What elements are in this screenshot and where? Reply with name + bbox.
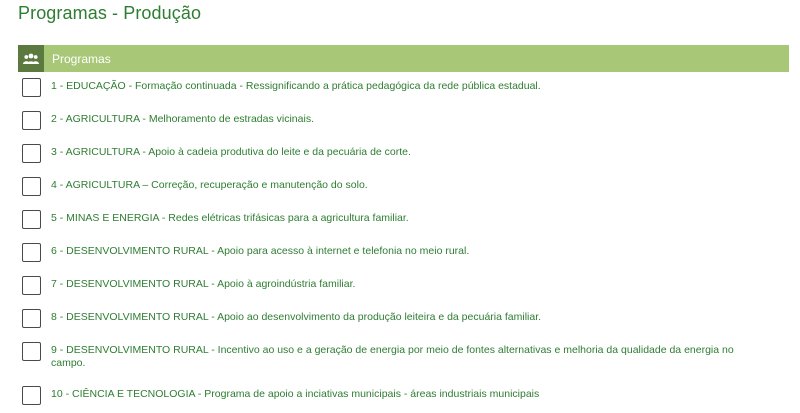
program-checkbox-3[interactable]: [22, 144, 41, 163]
program-checkbox-8[interactable]: [22, 309, 41, 328]
panel-header: [18, 45, 789, 72]
program-row-7[interactable]: [18, 270, 789, 303]
program-checkbox-4[interactable]: [22, 177, 41, 196]
program-row-8[interactable]: [18, 303, 789, 336]
program-label-9[interactable]: 9 - DESENVOLVIMENTO RURAL - Incentivo ao uso e a geração de energia por meio de fontes alternativas e melhoria da qualidade da energia no campo.: [51, 344, 734, 369]
program-row-3[interactable]: [18, 138, 789, 171]
program-label-2[interactable]: 2 - AGRICULTURA - Melhoramento de estradas vicinais.: [51, 113, 314, 125]
program-label-1[interactable]: 1 - EDUCAÇÃO - Formação continuada - Ressignificando a prática pedagógica da rede pública estadual.: [51, 80, 541, 92]
panel-header-label: Programas: [52, 51, 111, 66]
program-checkbox-5[interactable]: [22, 210, 41, 229]
program-label-5[interactable]: 5 - MINAS E ENERGIA - Redes elétricas trifásicas para a agricultura familiar.: [51, 212, 409, 224]
program-checkbox-10[interactable]: [22, 386, 41, 405]
program-label-8[interactable]: 8 - DESENVOLVIMENTO RURAL - Apoio ao desenvolvimento da produção leiteira e da pecuária familiar.: [51, 311, 542, 323]
program-list: [18, 72, 789, 413]
program-label-7[interactable]: 7 - DESENVOLVIMENTO RURAL - Apoio à agroindústria familiar.: [51, 278, 356, 290]
program-checkbox-9[interactable]: [22, 342, 41, 361]
program-label-4[interactable]: 4 - AGRICULTURA – Correção, recuperação e manutenção do solo.: [51, 179, 368, 191]
program-label-3[interactable]: 3 - AGRICULTURA - Apoio à cadeia produtiva do leite e da pecuária de corte.: [51, 146, 411, 158]
program-row-6[interactable]: [18, 237, 789, 270]
users-icon: [18, 45, 44, 72]
program-row-4[interactable]: [18, 171, 789, 204]
program-label-10[interactable]: 10 - CIÊNCIA E TECNOLOGIA - Programa de apoio a inciativas municipais - áreas industriais municipais: [51, 388, 540, 400]
programs-panel: [18, 45, 789, 413]
program-checkbox-1[interactable]: [22, 78, 41, 97]
program-checkbox-7[interactable]: [22, 276, 41, 295]
program-row-9[interactable]: [18, 336, 789, 380]
program-row-2[interactable]: [18, 105, 789, 138]
page-title: Programas - Produção: [18, 3, 202, 23]
program-checkbox-6[interactable]: [22, 243, 41, 262]
program-row-5[interactable]: [18, 204, 789, 237]
program-checkbox-2[interactable]: [22, 111, 41, 130]
program-label-6[interactable]: 6 - DESENVOLVIMENTO RURAL - Apoio para acesso à internet e telefonia no meio rural.: [51, 245, 470, 257]
program-row-10[interactable]: [18, 380, 789, 413]
program-row-1[interactable]: [18, 72, 789, 105]
